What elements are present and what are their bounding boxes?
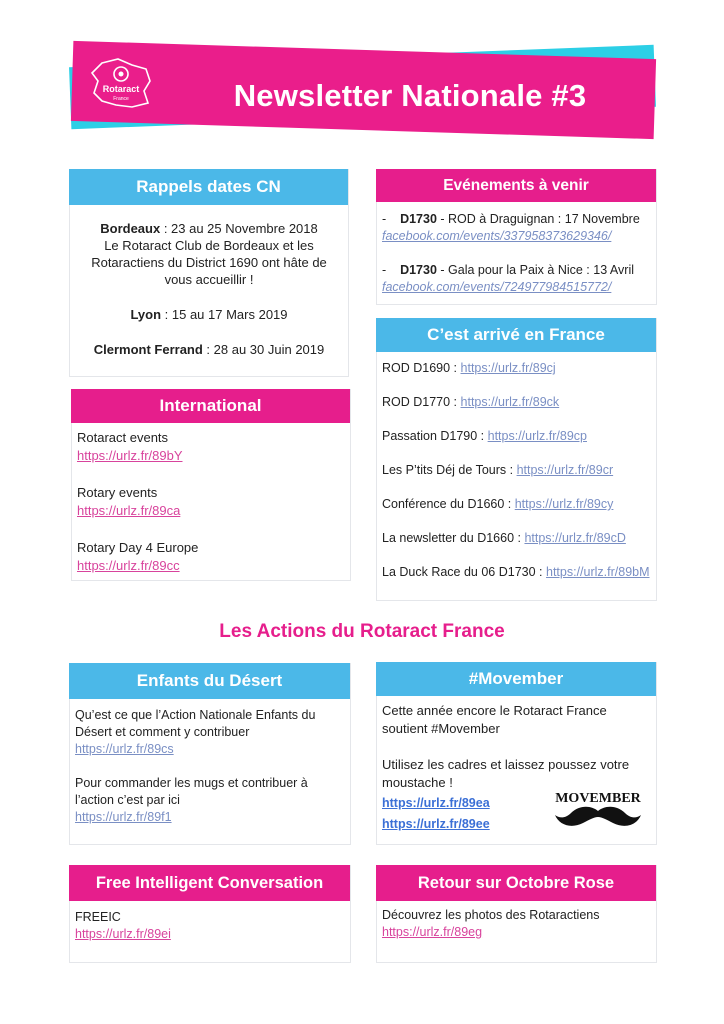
arrive-item — [382, 462, 652, 496]
arrive-item-label: Les P’tits Déj de Tours : — [382, 463, 517, 477]
arrive-item-link[interactable]: https://urlz.fr/89ck — [460, 395, 560, 409]
logo-text: Rotaract — [102, 84, 140, 94]
lyon-dates: : 15 au 17 Mars 2019 — [161, 307, 288, 322]
arrive-item — [382, 394, 652, 428]
logo-subtext: France — [113, 96, 129, 102]
octobre-text: Découvrez les photos des Rotaractiens — [382, 908, 600, 922]
bordeaux-city: Bordeaux — [100, 221, 161, 236]
arrive-item-link[interactable]: https://urlz.fr/89cD — [524, 531, 626, 545]
enfants-text-1: Qu’est ce que l’Action Nationale Enfants du Désert et comment y contribuer — [75, 708, 316, 739]
international-item-label: Rotaract events — [77, 430, 169, 445]
movember-link-2[interactable]: https://urlz.fr/89ee — [382, 817, 490, 831]
movember-text-2: Utilisez les cadres et laissez poussez votre moustache ! — [382, 757, 630, 790]
octobre-link[interactable]: https://urlz.fr/89eg — [382, 925, 483, 939]
rappels-content — [78, 220, 340, 358]
international-item-link[interactable]: https://urlz.fr/89cc — [77, 558, 180, 573]
movember-logo — [553, 785, 643, 833]
arrive-item-link[interactable]: https://urlz.fr/89cy — [514, 497, 614, 511]
arrive-item-link[interactable]: https://urlz.fr/89cj — [460, 361, 556, 375]
rotaract-france-logo — [88, 57, 158, 109]
mustache-icon — [555, 807, 641, 826]
event-link[interactable]: facebook.com/events/724977984515772/ — [382, 280, 612, 294]
arrive-header: C’est arrivé en France — [376, 318, 656, 352]
event-link[interactable]: facebook.com/events/337958373629346/ — [382, 229, 612, 243]
arrive-item-label: ROD D1770 : — [382, 395, 461, 409]
international-item-label: Rotary events — [77, 485, 158, 500]
enfants-text-2: Pour commander les mugs et contribuer à l’action c’est par ici — [75, 776, 308, 807]
arrive-item-label: La newsletter du D1660 : — [382, 531, 525, 545]
event-bullet: - — [382, 263, 387, 277]
movember-logo-text: MOVEMBER — [555, 791, 641, 806]
international-item-label: Rotary Day 4 Europe — [77, 540, 199, 555]
actions-section-title: Les Actions du Rotaract France — [219, 621, 505, 642]
international-item-link[interactable]: https://urlz.fr/89bY — [77, 448, 183, 463]
event-district: D1730 — [400, 212, 437, 226]
arrive-item-label: ROD D1690 : — [382, 361, 461, 375]
freeic-content — [75, 909, 337, 943]
octobre-content — [382, 907, 644, 941]
freeic-link[interactable]: https://urlz.fr/89ei — [75, 927, 171, 941]
rappels-header: Rappels dates CN — [69, 169, 348, 205]
arrive-list — [382, 360, 652, 598]
movember-text-1: Cette année encore le Rotaract France soutient #Movember — [382, 703, 607, 736]
enfants-content — [75, 707, 337, 826]
arrive-item — [382, 428, 652, 462]
international-list — [77, 429, 342, 575]
international-header: International — [71, 389, 350, 423]
event-text: - ROD à Draguignan : 17 Novembre — [436, 212, 640, 226]
arrive-item-label: Conférence du D1660 : — [382, 497, 515, 511]
arrive-item-link[interactable]: https://urlz.fr/89cr — [516, 463, 614, 477]
arrive-item — [382, 564, 652, 598]
octobre-header: Retour sur Octobre Rose — [376, 865, 656, 901]
enfants-link-2[interactable]: https://urlz.fr/89f1 — [75, 810, 172, 824]
clermont-city: Clermont Ferrand — [93, 342, 203, 357]
international-item-link[interactable]: https://urlz.fr/89ca — [77, 503, 181, 518]
movember-link-1[interactable]: https://urlz.fr/89ea — [382, 796, 490, 810]
event-bullet: - — [382, 212, 387, 226]
page-title: Newsletter Nationale #3 — [233, 78, 587, 113]
bordeaux-text: Le Rotaract Club de Bordeaux et les Rotaractiens du District 1690 ont hâte de vous accueillir ! — [91, 238, 327, 287]
enfants-link-1[interactable]: https://urlz.fr/89cs — [75, 742, 174, 756]
arrive-item — [382, 530, 652, 564]
movember-header: #Movember — [376, 662, 656, 696]
freeic-header: Free Intelligent Conversation — [69, 865, 350, 901]
freeic-text: FREEIC — [75, 910, 121, 924]
clermont-dates: : 28 au 30 Juin 2019 — [202, 342, 325, 357]
event-text: - Gala pour la Paix à Nice : 13 Avril — [436, 263, 635, 277]
event-district: D1730 — [400, 263, 437, 277]
arrive-item — [382, 496, 652, 530]
arrive-item — [382, 360, 652, 394]
enfants-header: Enfants du Désert — [69, 663, 350, 699]
lyon-city: Lyon — [130, 307, 162, 322]
evenements-list — [382, 211, 652, 296]
arrive-item-link[interactable]: https://urlz.fr/89cp — [487, 429, 587, 443]
arrive-item-label: Passation D1790 : — [382, 429, 488, 443]
evenements-header: Evénements à venir — [376, 169, 656, 202]
bordeaux-dates: : 23 au 25 Novembre 2018 — [160, 221, 318, 236]
arrive-item-link[interactable]: https://urlz.fr/89bM — [546, 565, 650, 579]
arrive-item-label: La Duck Race du 06 D1730 : — [382, 565, 546, 579]
